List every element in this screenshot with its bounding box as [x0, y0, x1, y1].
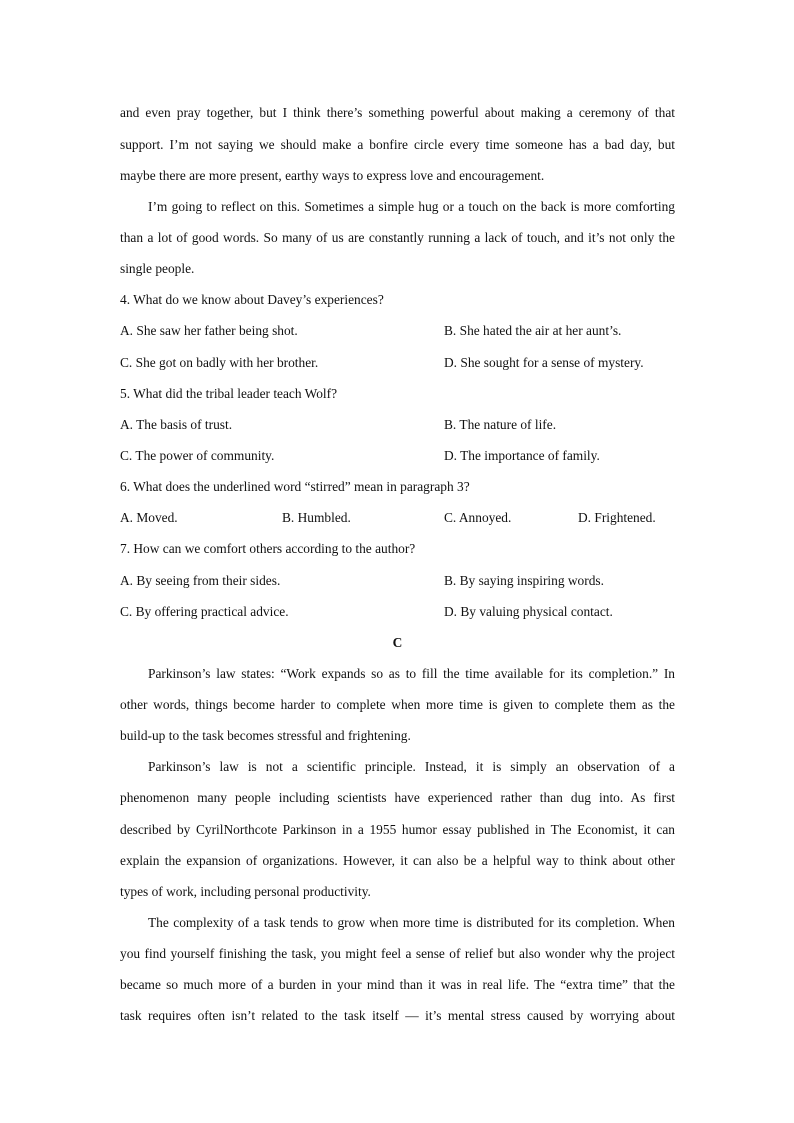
paragraph [120, 191, 675, 284]
question-7 [120, 533, 675, 626]
question-stem: 7. How can we comfort others according to the author? [120, 541, 416, 557]
paragraph [120, 658, 675, 751]
question-5 [120, 378, 675, 471]
text-line: became so much more of a burden in your mind than it was in real life. The “extra time” that the [120, 977, 675, 993]
paragraph [120, 907, 675, 1032]
option-b: B. The nature of life. [444, 416, 557, 432]
text-line: support. I’m not saying we should make a bonfire circle every time someone has a bad day, but [120, 136, 675, 152]
option-a: A. By seeing from their sides. [120, 572, 281, 588]
option-a: A. She saw her father being shot. [120, 323, 298, 339]
question-6 [120, 471, 675, 533]
text-line: Parkinson’s law states: “Work expands so as to fill the time available for its completion.” In [148, 665, 675, 681]
paragraph [120, 751, 675, 907]
text-line: and even pray together, but I think there’s something powerful about making a ceremony of that [120, 105, 675, 121]
option-c: C. She got on badly with her brother. [120, 354, 319, 370]
text-line: phenomenon many people including scientists have experienced rather than dug into. As first [120, 790, 675, 806]
option-c: C. Annoyed. [444, 510, 512, 526]
paragraph [120, 97, 675, 190]
question-stem: 5. What did the tribal leader teach Wolf? [120, 385, 338, 401]
option-a: A. Moved. [120, 510, 178, 526]
text-line: build-up to the task becomes stressful and frightening. [120, 728, 411, 744]
option-b: B. By saying inspiring words. [444, 572, 604, 588]
option-c: C. The power of community. [120, 447, 275, 463]
text-line: maybe there are more present, earthy ways to express love and encouragement. [120, 167, 545, 183]
document-page [120, 97, 675, 1031]
text-line: other words, things become harder to complete when more time is given to complete them as the [120, 697, 675, 713]
question-stem: 6. What does the underlined word “stirred” mean in paragraph 3? [120, 479, 470, 495]
option-c: C. By offering practical advice. [120, 603, 289, 619]
text-line: The complexity of a task tends to grow when more time is distributed for its completion. When [148, 915, 675, 931]
option-d: D. She sought for a sense of mystery. [444, 354, 644, 370]
text-line: Parkinson’s law is not a scientific principle. Instead, it is simply an observation of a [148, 759, 675, 775]
option-b: B. She hated the air at her aunt’s. [444, 323, 622, 339]
section-heading: C [392, 634, 403, 650]
question-4 [120, 284, 675, 377]
text-line: task requires often isn’t related to the task itself — it’s mental stress caused by worrying about [120, 1008, 675, 1024]
text-line: described by CyrilNorthcote Parkinson in a 1955 humor essay published in The Economist, it can [120, 821, 675, 837]
option-d: D. By valuing physical contact. [444, 603, 613, 619]
text-line: explain the expansion of organizations. However, it can also be a helpful way to think about other [120, 852, 675, 868]
option-a: A. The basis of trust. [120, 416, 233, 432]
text-line: you find yourself finishing the task, you might feel a sense of relief but also wonder why the project [120, 946, 675, 962]
text-line: I’m going to reflect on this. Sometimes a simple hug or a touch on the back is more comforting [148, 198, 675, 214]
question-stem: 4. What do we know about Davey’s experiences? [120, 292, 384, 308]
text-line: than a lot of good words. So many of us are constantly running a lack of touch, and it’s not only the [120, 229, 675, 245]
option-b: B. Humbled. [282, 510, 351, 526]
text-line: types of work, including personal productivity. [120, 883, 371, 899]
text-line: single people. [120, 261, 195, 277]
option-d: D. Frightened. [578, 510, 656, 526]
option-d: D. The importance of family. [444, 447, 600, 463]
